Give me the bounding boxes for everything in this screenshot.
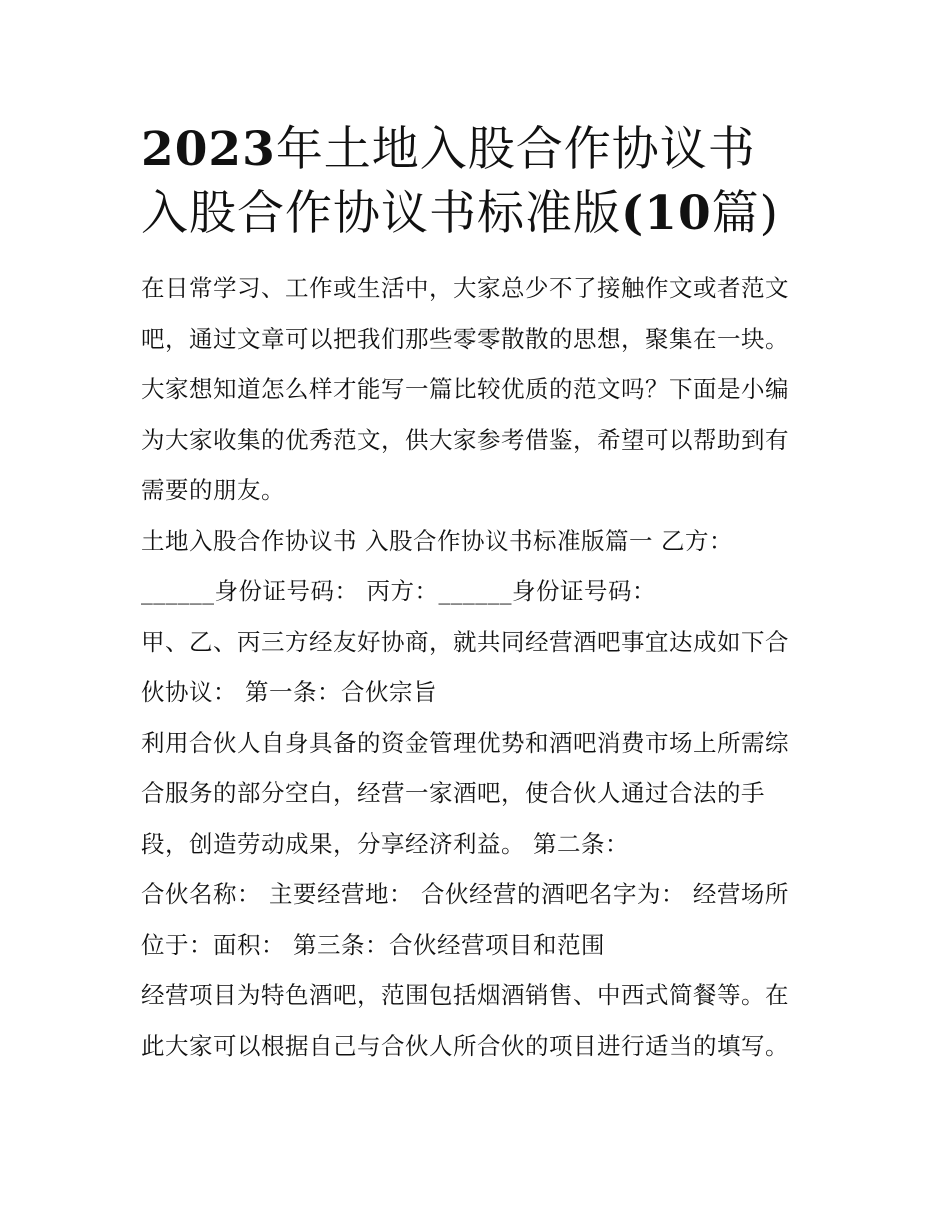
title-count: (10 [621, 186, 712, 241]
paragraph-line: 为大家收集的优秀范文，供大家参考借鉴，希望可以帮助到有 [141, 425, 789, 454]
document-body [141, 263, 821, 1071]
paragraph-line: 大家想知道怎么样才能写一篇比较优质的范文吗？下面是小编 [141, 375, 789, 403]
document-title [141, 118, 821, 246]
paragraph-line: 需要的朋友。 [141, 476, 285, 504]
title-line-1 [141, 122, 756, 177]
paragraph-scope [141, 970, 821, 1071]
paragraph-line: 合服务的部分空白，经营一家酒吧，使合伙人通过合法的手 [141, 779, 765, 807]
title-year: 2023 [141, 122, 276, 177]
paragraph-line: 利用合伙人自身具备的资金管理优势和酒吧消费市场上所需综 [141, 728, 789, 757]
paragraph-line: 经营项目为特色酒吧，范围包括烟酒销售、中西式简餐等。在 [141, 981, 789, 1009]
paragraph-line: 甲、乙、丙三方经友好协商，就共同经营酒吧事宜达成如下合 [141, 627, 789, 656]
paragraph-line: 伙协议： 第一条：合伙宗旨 [141, 678, 437, 706]
paragraph-line: 在日常学习、工作或生活中，大家总少不了接触作文或者范文 [141, 274, 789, 302]
title-line-2-text: 入股合作协议书标准版 [141, 186, 621, 241]
paragraph-purpose [141, 718, 821, 870]
paragraph-line: 位于：面积： 第三条：合伙经营项目和范围 [141, 930, 605, 959]
paragraph-line: ______身份证号码： 丙方：______身份证号码： [141, 577, 656, 605]
paragraph-line: 土地入股合作协议书 入股合作协议书标准版篇一 乙方： [141, 526, 733, 555]
paragraph-name-location [141, 869, 821, 970]
paragraph-line: 段，创造劳动成果，分享经济利益。 第二条： [141, 829, 629, 858]
paragraph-parties [141, 516, 821, 617]
paragraph-line: 此大家可以根据自己与合伙人所合伙的项目进行适当的填写。 [141, 1031, 789, 1060]
title-line-1-text: 年土地入股合作协议书 [275, 122, 756, 177]
paragraph-line: 合伙名称： 主要经营地： 合伙经营的酒吧名字为： 经营场所 [141, 880, 789, 908]
paragraph-line: 吧，通过文章可以把我们那些零零散散的思想，聚集在一块。 [141, 324, 789, 353]
title-line-2 [141, 182, 821, 246]
paragraph-agreement [141, 617, 821, 718]
title-line-2-end: 篇) [711, 186, 779, 241]
document-page [141, 118, 821, 1071]
paragraph-intro [141, 263, 821, 516]
